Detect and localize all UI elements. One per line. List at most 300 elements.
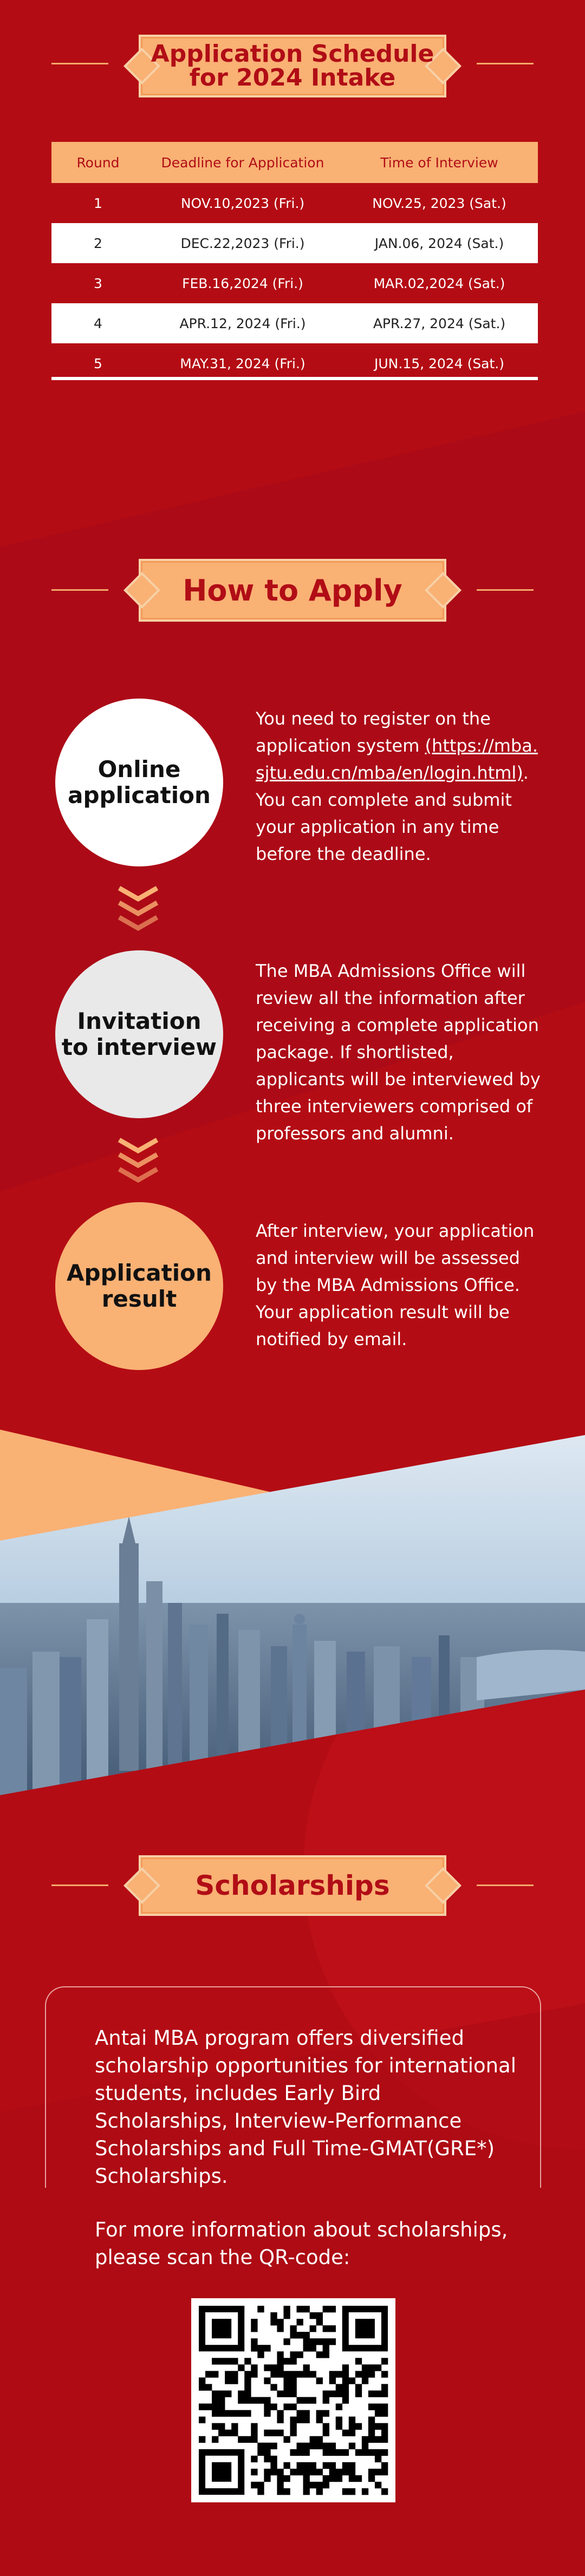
qr-module	[270, 2443, 277, 2449]
qr-module	[303, 2364, 310, 2371]
qr-module	[316, 2319, 323, 2325]
qr-module	[238, 2436, 244, 2443]
qr-module	[323, 2430, 329, 2436]
qr-module	[297, 2443, 303, 2449]
qr-module	[375, 2469, 381, 2475]
chevron-down-icon	[116, 1137, 160, 1185]
qr-module	[251, 2423, 257, 2430]
qr-module	[218, 2430, 225, 2436]
qr-module	[218, 2410, 225, 2417]
qr-module	[297, 2319, 303, 2325]
qr-module	[277, 2364, 283, 2371]
qr-module	[303, 2417, 310, 2423]
qr-module	[368, 2430, 375, 2436]
qr-module	[368, 2364, 375, 2371]
qr-module	[277, 2371, 283, 2377]
qr-module	[310, 2436, 316, 2443]
qr-module	[277, 2319, 283, 2325]
qr-module	[323, 2475, 329, 2482]
qr-module	[297, 2462, 303, 2469]
qr-module	[290, 2384, 296, 2390]
schedule-title-badge	[139, 35, 446, 97]
qr-module	[290, 2469, 296, 2475]
qr-module	[277, 2351, 283, 2358]
qr-module	[303, 2332, 310, 2338]
column-header-interview: Time of Interview	[341, 142, 538, 183]
qr-module	[257, 2443, 264, 2449]
qr-module	[270, 2371, 277, 2377]
qr-module	[277, 2469, 283, 2475]
deadline-cell: APR.12, 2024 (Fri.)	[145, 303, 341, 343]
qr-module	[329, 2338, 336, 2345]
qr-module	[231, 2410, 238, 2417]
qr-module	[264, 2475, 270, 2482]
qr-module	[283, 2312, 290, 2319]
qr-module	[290, 2332, 296, 2338]
qr-module	[336, 2423, 342, 2430]
qr-module	[290, 2430, 296, 2436]
qr-module	[297, 2449, 303, 2456]
qr-module	[310, 2462, 316, 2469]
qr-code-image	[191, 2298, 395, 2502]
qr-module	[336, 2371, 342, 2377]
qr-module	[381, 2390, 388, 2397]
qr-module	[251, 2456, 257, 2462]
qr-module	[342, 2384, 349, 2390]
qr-module	[342, 2469, 349, 2475]
qr-module	[336, 2384, 342, 2390]
qr-module	[277, 2417, 283, 2423]
qr-module	[375, 2390, 381, 2397]
qr-module	[218, 2404, 225, 2410]
qr-module	[264, 2345, 270, 2351]
qr-module	[238, 2390, 244, 2397]
qr-module	[244, 2377, 251, 2384]
qr-module	[381, 2404, 388, 2410]
qr-module	[349, 2475, 355, 2482]
scholarships-title: Scholarships	[195, 1870, 390, 1901]
qr-module	[329, 2325, 336, 2332]
qr-module	[342, 2397, 349, 2403]
qr-module	[368, 2423, 375, 2430]
step2-circle-line1: Invitation	[77, 1008, 202, 1034]
step1-text-after: . You can complete and submit your application in any time before the deadline.	[256, 762, 529, 864]
scholarships-title-badge	[139, 1855, 446, 1916]
qr-module	[270, 2364, 277, 2371]
qr-module	[342, 2488, 349, 2495]
qr-module	[342, 2377, 349, 2384]
qr-module	[251, 2345, 257, 2351]
qr-module	[212, 2436, 218, 2443]
qr-module	[244, 2397, 251, 2403]
qr-module	[277, 2482, 283, 2488]
qr-module	[323, 2462, 329, 2469]
qr-module	[251, 2469, 257, 2475]
qr-module	[310, 2371, 316, 2377]
qr-module	[199, 2436, 205, 2443]
qr-module	[303, 2397, 310, 2403]
qr-module	[257, 2351, 264, 2358]
step1-circle-line2: application	[68, 782, 211, 808]
qr-module	[277, 2358, 283, 2364]
qr-module	[212, 2371, 218, 2377]
qr-module	[270, 2384, 277, 2390]
qr-module	[381, 2423, 388, 2430]
schedule-title-line1: Application Schedule	[151, 40, 434, 68]
qr-module	[323, 2351, 329, 2358]
qr-module	[368, 2404, 375, 2410]
qr-module	[336, 2449, 342, 2456]
qr-module	[349, 2443, 355, 2449]
qr-module	[290, 2417, 296, 2423]
qr-finder-pattern	[212, 2462, 231, 2482]
qr-module	[251, 2325, 257, 2332]
chevron-down-icon	[116, 885, 160, 933]
qr-module	[199, 2404, 205, 2410]
qr-module	[349, 2377, 355, 2384]
qr-module	[375, 2423, 381, 2430]
qr-module	[244, 2384, 251, 2390]
qr-module	[336, 2475, 342, 2482]
qr-module	[257, 2482, 264, 2488]
qr-module	[199, 2377, 205, 2384]
qr-module	[303, 2410, 310, 2417]
qr-module	[349, 2423, 355, 2430]
qr-module	[277, 2488, 283, 2495]
step3-description: After interview, your application and interview will be assessed by the MBA Admissions Office. Your application result will be notified by email.	[256, 1221, 535, 1349]
qr-module	[355, 2475, 362, 2482]
qr-module	[225, 2410, 231, 2417]
qr-module	[212, 2423, 218, 2430]
qr-module	[355, 2449, 362, 2456]
qr-module	[323, 2325, 329, 2332]
qr-module	[251, 2338, 257, 2345]
qr-module	[212, 2397, 218, 2403]
table-header-row	[51, 142, 538, 183]
qr-module	[297, 2469, 303, 2475]
qr-module	[323, 2397, 329, 2403]
qr-module	[355, 2371, 362, 2377]
schedule-title-line2: for 2024 Intake	[189, 64, 396, 92]
scholarship-paragraph: Antai MBA program offers diversified scholarship opportunities for international students, includes Early Bird Scholarships, Interview-Performance Scholarships and Full Time-GMAT(GRE*) Scholarships.	[95, 2026, 517, 2188]
column-header-round: Round	[51, 142, 145, 183]
qr-module	[368, 2469, 375, 2475]
qr-module	[329, 2371, 336, 2377]
qr-module	[283, 2462, 290, 2469]
qr-module	[257, 2306, 264, 2312]
qr-module	[316, 2482, 323, 2488]
qr-module	[290, 2449, 296, 2456]
table-row	[51, 303, 538, 343]
step1-description	[256, 705, 543, 868]
qr-module	[316, 2351, 323, 2358]
qr-module	[381, 2358, 388, 2364]
qr-module	[336, 2469, 342, 2475]
qr-module	[329, 2390, 336, 2397]
qr-module	[316, 2488, 323, 2495]
qr-module	[362, 2436, 368, 2443]
qr-module	[251, 2319, 257, 2325]
qr-module	[277, 2410, 283, 2417]
qr-module	[381, 2410, 388, 2417]
qr-module	[205, 2384, 212, 2390]
qr-module	[231, 2423, 238, 2430]
qr-module	[283, 2488, 290, 2495]
qr-module	[264, 2456, 270, 2462]
qr-module	[316, 2436, 323, 2443]
qr-module	[355, 2423, 362, 2430]
qr-module	[303, 2371, 310, 2377]
application-system-link[interactable]: (https://mba.sjtu.edu.cn/mba/en/login.html)	[256, 735, 538, 783]
qr-module	[362, 2364, 368, 2371]
qr-module	[375, 2456, 381, 2462]
qr-module	[251, 2397, 257, 2403]
qr-module	[290, 2423, 296, 2430]
deadline-cell: NOV.10,2023 (Fri.)	[145, 183, 341, 223]
schedule-header	[0, 22, 585, 103]
qr-module	[244, 2436, 251, 2443]
qr-module	[205, 2371, 212, 2377]
qr-module	[264, 2410, 270, 2417]
qr-module	[336, 2390, 342, 2397]
qr-module	[342, 2364, 349, 2371]
qr-module	[290, 2325, 296, 2332]
scholarships-header	[0, 1848, 585, 1923]
qr-module	[257, 2345, 264, 2351]
qr-module	[264, 2397, 270, 2403]
qr-module	[342, 2462, 349, 2469]
qr-module	[297, 2332, 303, 2338]
table-row	[51, 183, 538, 223]
qr-module	[355, 2390, 362, 2397]
qr-module	[283, 2358, 290, 2364]
qr-module	[349, 2430, 355, 2436]
qr-module	[368, 2475, 375, 2482]
qr-module	[270, 2430, 277, 2436]
qr-module	[375, 2449, 381, 2456]
qr-module	[212, 2404, 218, 2410]
qr-module	[277, 2475, 283, 2482]
qr-finder-pattern	[212, 2319, 231, 2338]
qr-module	[238, 2397, 244, 2403]
qr-module	[297, 2410, 303, 2417]
qr-module	[218, 2358, 225, 2364]
qr-module	[225, 2390, 231, 2397]
qr-module	[277, 2325, 283, 2332]
qr-module	[264, 2430, 270, 2436]
qr-module	[381, 2384, 388, 2390]
qr-module	[375, 2404, 381, 2410]
round-cell: 2	[51, 223, 145, 263]
qr-module	[277, 2390, 283, 2397]
qr-module	[303, 2475, 310, 2482]
qr-module	[212, 2390, 218, 2397]
round-cell: 3	[51, 263, 145, 303]
qr-module	[375, 2410, 381, 2417]
qr-module	[270, 2462, 277, 2469]
qr-module	[283, 2371, 290, 2377]
qr-module	[349, 2488, 355, 2495]
qr-module	[323, 2449, 329, 2456]
qr-module	[283, 2384, 290, 2390]
qr-module	[381, 2462, 388, 2469]
qr-module	[257, 2449, 264, 2456]
qr-module	[316, 2338, 323, 2345]
qr-module	[336, 2404, 342, 2410]
qr-module	[270, 2469, 277, 2475]
table-row	[51, 263, 538, 303]
schedule-table	[51, 142, 538, 383]
qr-module	[212, 2410, 218, 2417]
qr-module	[251, 2482, 257, 2488]
qr-module	[303, 2482, 310, 2488]
qr-module	[303, 2449, 310, 2456]
qr-module	[303, 2488, 310, 2495]
qr-module	[218, 2423, 225, 2430]
apply-title: How to Apply	[183, 573, 402, 608]
qr-module	[381, 2449, 388, 2456]
qr-module	[316, 2377, 323, 2384]
qr-module	[362, 2488, 368, 2495]
qr-module	[244, 2371, 251, 2377]
interview-cell: APR.27, 2024 (Sat.)	[341, 303, 538, 343]
qr-module	[375, 2436, 381, 2443]
qr-module	[323, 2482, 329, 2488]
qr-module	[310, 2482, 316, 2488]
qr-module	[297, 2306, 303, 2312]
qr-module	[329, 2469, 336, 2475]
qr-module	[212, 2358, 218, 2364]
qr-module	[323, 2306, 329, 2312]
qr-module	[277, 2430, 283, 2436]
qr-module	[231, 2430, 238, 2436]
deadline-cell: DEC.22,2023 (Fri.)	[145, 223, 341, 263]
qr-module	[290, 2390, 296, 2397]
qr-module	[283, 2436, 290, 2443]
qr-module	[362, 2371, 368, 2377]
qr-module	[368, 2449, 375, 2456]
online-application-circle	[55, 699, 223, 866]
qr-module	[225, 2430, 231, 2436]
qr-module	[205, 2404, 212, 2410]
qr-module	[283, 2390, 290, 2397]
qr-module	[270, 2456, 277, 2462]
qr-module	[310, 2325, 316, 2332]
deadline-cell: FEB.16,2024 (Fri.)	[145, 263, 341, 303]
qr-module	[310, 2338, 316, 2345]
qr-module	[323, 2345, 329, 2351]
qr-module	[297, 2397, 303, 2403]
qr-module	[329, 2306, 336, 2312]
qr-module	[342, 2449, 349, 2456]
qr-module	[362, 2449, 368, 2456]
qr-module	[368, 2417, 375, 2423]
round-cell: 5	[51, 343, 145, 383]
table-row	[51, 223, 538, 263]
qr-module	[355, 2358, 362, 2364]
qr-module	[349, 2469, 355, 2475]
qr-code[interactable]	[191, 2298, 395, 2502]
qr-module	[270, 2404, 277, 2410]
qr-module	[323, 2338, 329, 2345]
qr-module	[310, 2469, 316, 2475]
qr-module	[375, 2482, 381, 2488]
invitation-to-interview-circle	[55, 950, 223, 1118]
qr-module	[375, 2364, 381, 2371]
qr-module	[329, 2377, 336, 2384]
deadline-cell: MAY.31, 2024 (Fri.)	[145, 343, 341, 383]
qr-module	[257, 2488, 264, 2495]
qr-module	[264, 2377, 270, 2384]
qr-module	[329, 2449, 336, 2456]
qr-module	[238, 2410, 244, 2417]
qr-module	[303, 2443, 310, 2449]
qr-module	[362, 2377, 368, 2384]
qr-module	[381, 2430, 388, 2436]
qr-module	[323, 2443, 329, 2449]
interview-cell: JUN.15, 2024 (Sat.)	[341, 343, 538, 383]
qr-module	[323, 2390, 329, 2397]
qr-module	[303, 2345, 310, 2351]
qr-module	[303, 2469, 310, 2475]
qr-module	[264, 2443, 270, 2449]
qr-module	[290, 2351, 296, 2358]
interview-cell: NOV.25, 2023 (Sat.)	[341, 183, 538, 223]
qr-module	[329, 2462, 336, 2469]
qr-module	[316, 2410, 323, 2417]
qr-module	[381, 2436, 388, 2443]
qr-module	[336, 2417, 342, 2423]
qr-module	[342, 2371, 349, 2377]
qr-finder-pattern	[355, 2319, 375, 2338]
qr-module	[290, 2377, 296, 2384]
qr-module	[251, 2371, 257, 2377]
qr-module	[264, 2364, 270, 2371]
qr-module	[368, 2390, 375, 2397]
qr-module	[316, 2443, 323, 2449]
qr-module	[290, 2371, 296, 2377]
table-bottom-rule	[51, 377, 538, 380]
step2-description: The MBA Admissions Office will review all the information after receiving a complete application package. If shortlisted, applicants will be interviewed by three interviewers comprised of professors and alumni.	[256, 961, 541, 1144]
qr-module	[381, 2488, 388, 2495]
step3-circle-line1: Application	[67, 1260, 212, 1286]
qr-module	[362, 2443, 368, 2449]
step1-text-before: You need to register on the application system	[256, 708, 491, 756]
qr-module	[231, 2377, 238, 2384]
qr-module	[323, 2423, 329, 2430]
qr-module	[257, 2397, 264, 2403]
qr-module	[283, 2306, 290, 2312]
qr-module	[283, 2377, 290, 2384]
qr-module	[231, 2371, 238, 2377]
qr-module	[316, 2417, 323, 2423]
qr-module	[303, 2462, 310, 2469]
qr-module	[316, 2469, 323, 2475]
qr-module	[316, 2312, 323, 2319]
interview-cell: MAR.02,2024 (Sat.)	[341, 263, 538, 303]
qr-module	[264, 2404, 270, 2410]
qr-module	[225, 2358, 231, 2364]
qr-module	[297, 2351, 303, 2358]
qr-module	[225, 2371, 231, 2377]
qr-module	[283, 2338, 290, 2345]
qr-module	[349, 2417, 355, 2423]
qr-module	[264, 2469, 270, 2475]
qr-module	[310, 2345, 316, 2351]
qr-module	[303, 2306, 310, 2312]
qr-module	[297, 2371, 303, 2377]
qr-module	[251, 2364, 257, 2371]
